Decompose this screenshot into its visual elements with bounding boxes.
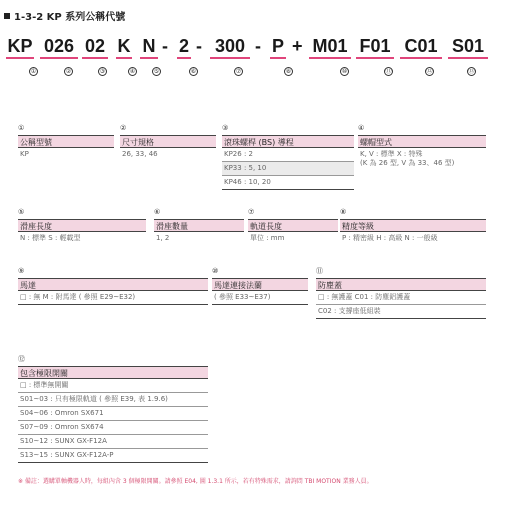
block-row: 單位 : mm [250,234,285,242]
block-row: P : 精密級 H : 高級 N : 一般級 [342,234,438,242]
underline [40,57,78,59]
block-number: ⑥ [154,208,161,216]
block-row: 26, 33, 46 [122,150,158,158]
code-segment-series: KP [6,37,34,59]
block-header: 滑座數量 [154,219,244,232]
spec-block-slider-count [154,207,244,245]
block-row: KP [20,150,29,158]
circled-number: ⑧ [285,68,292,75]
block-number: ① [18,124,25,132]
block-header: 螺帽型式 [358,135,486,148]
spec-block-rail-length [248,207,338,245]
code-index-row [0,67,514,81]
spec-block-model [18,123,114,161]
circled-number: ⑥ [190,68,197,75]
code-separator: - [196,36,202,56]
spec-block-motor [18,266,208,305]
block-row: KP46 : 10, 20 [222,176,354,190]
code-segment-nut-type: K [116,37,132,59]
circled-number: ⑤ [153,68,160,75]
spec-block-dust-cover [316,266,486,319]
underline [140,57,158,59]
square-bullet-icon [4,13,10,19]
block-number: ⑤ [18,208,25,216]
circled-number: ② [65,68,72,75]
spec-block-limit-switch [18,354,208,463]
code-segment-accuracy: P [270,37,286,59]
block-row: □ : 無護蓋 C01 : 防塵鋁護蓋 [316,291,486,305]
spec-block-lead [222,123,354,190]
section-title-text: 1-3-2 KP 系列公稱代號 [14,12,126,23]
underline [177,57,191,59]
block-header: 軌道長度 [248,219,338,232]
block-row: KP33 : 5, 10 [222,162,354,176]
section-title [4,8,125,23]
block-row: KP26 : 2 [222,148,354,162]
block-header: 包含極限開關 [18,366,208,379]
underline [6,57,34,59]
circled-number: ③ [99,68,106,75]
block-row: K, V : 標準 X : 特殊 [360,150,423,158]
block-row: □ : 無 M : 附馬達 ( 參照 E29~E32) [18,291,208,305]
circled-number: ④ [129,68,136,75]
code-segment-limit-switch: S01 [448,37,488,59]
block-row: C02 : 支撐座低組裝 [316,305,486,319]
underline [82,57,108,59]
spec-block-slider-length [18,207,146,245]
block-number: ⑩ [212,267,219,275]
block-row: S01~03 : 只有極限軌道 ( 參照 E39, 表 1.9.6) [18,393,208,407]
block-number: ② [120,124,127,132]
block-row: S04~06 : Omron SX671 [18,407,208,421]
spec-block-nut-type [358,123,486,170]
spec-block-motor-flange [212,266,308,305]
code-segment-slider-count: 2 [177,37,191,59]
underline [400,57,442,59]
circled-number: ⑫ [426,68,433,75]
block-row: □ : 標準無開關 [18,379,208,393]
block-header: 滾珠螺桿 (BS) 導程 [222,135,354,148]
code-separator: - [162,36,168,56]
block-row: N : 標準 S : 輕載型 [20,234,81,242]
circled-number: ⑦ [235,68,242,75]
spec-block-size [120,123,216,161]
code-segment-size: 026 [40,37,78,59]
circled-number: ① [30,68,37,75]
model-code-row [6,37,511,67]
block-number: ④ [358,124,365,132]
block-number: ⑪ [316,267,323,275]
block-number: ⑧ [340,208,347,216]
circled-number: ⑪ [385,68,392,75]
code-separator: + [292,36,303,56]
block-header: 精度等級 [340,219,486,232]
block-header: 馬達 [18,278,208,291]
block-header: 防塵蓋 [316,278,486,291]
block-row: (K 為 26 型, V 為 33、46 型) [360,159,455,167]
circled-number: ⑩ [341,68,348,75]
code-segment-cover: C01 [400,37,442,59]
footnote: ※ 備註：選購單軸機器人時，每組內含 3 個極限開關。請參照 E04, 圖 1.3.1 所示，若有特殊需求，請詢問 TBI MOTION 業務人員。 [18,478,373,485]
block-header: 馬達連接法蘭 [212,278,308,291]
block-row: S07~09 : Omron SX674 [18,421,208,435]
underline [116,57,132,59]
code-segment-slider-length: N [140,37,158,59]
block-row: S10~12 : SUNX GX-F12A [18,435,208,449]
underline [356,57,394,59]
block-header: 公稱型號 [18,135,114,148]
underline [270,57,286,59]
code-segment-rail-length: 300 [210,37,250,59]
code-segment-flange: F01 [356,37,394,59]
block-row: ( 參照 E33~E37) [212,291,308,305]
code-separator: - [255,36,261,56]
block-header: 滑座長度 [18,219,146,232]
underline [448,57,488,59]
code-segment-lead: 02 [82,37,108,59]
block-number: ⑫ [18,355,25,363]
block-header: 尺寸規格 [120,135,216,148]
block-number: ③ [222,124,229,132]
underline [309,57,351,59]
code-segment-motor: M01 [309,37,351,59]
underline [210,57,250,59]
block-row: 1, 2 [156,234,170,242]
spec-block-accuracy [340,207,486,245]
block-row: S13~15 : SUNX GX-F12A-P [18,449,208,463]
circled-number: ⑬ [468,68,475,75]
block-number: ⑦ [248,208,255,216]
block-number: ⑨ [18,267,25,275]
